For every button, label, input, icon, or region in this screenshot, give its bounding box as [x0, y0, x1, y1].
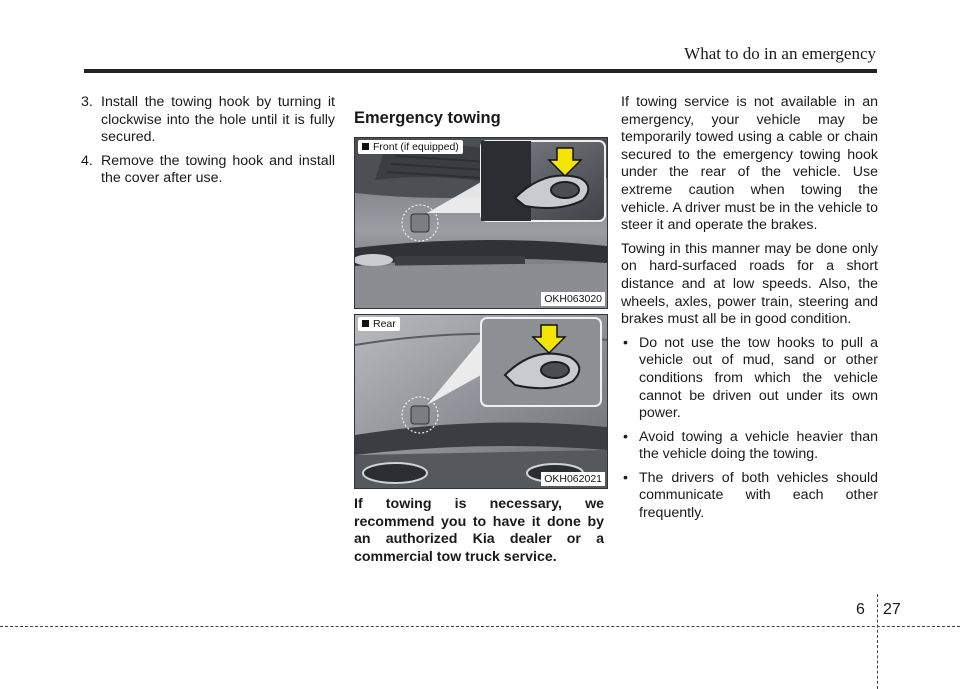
item-number: 3.	[81, 94, 93, 110]
page-number: 27	[883, 601, 901, 618]
front-tow-hook-figure	[354, 137, 608, 309]
figure-label	[358, 140, 463, 154]
bullet-dot-icon: •	[623, 428, 628, 445]
header-rule	[84, 69, 877, 73]
page-header-title: What to do in an emergency	[684, 44, 876, 63]
list-item	[81, 94, 335, 147]
bullet-square-icon	[362, 143, 369, 150]
rear-tow-hook-figure	[354, 314, 608, 489]
right-column	[621, 94, 878, 529]
figure-label-text: Front (if equipped)	[373, 141, 459, 153]
paragraph: Towing in this manner may be done only on hard-surfaced roads for a short distance and at low speeds. Also, the wheels, axles, power train, steering and brakes must all be in good condition.	[621, 240, 878, 328]
bullet-text: Do not use the tow hooks to pull a vehicle out of mud, sand or other conditions from which the vehicle cannot be driven out under its own power.	[639, 334, 878, 422]
section-heading: Emergency towing	[354, 109, 501, 127]
bullet-text: Avoid towing a vehicle heavier than the vehicle doing the towing.	[639, 428, 878, 463]
item-text: Remove the towing hook and install the cover after use.	[101, 152, 335, 187]
bullet-dot-icon: •	[623, 469, 628, 486]
chapter-number: 6	[856, 601, 865, 618]
item-text: Install the towing hook by turning it clockwise into the hole until it is fully secured.	[101, 94, 335, 146]
footer-rule	[0, 626, 960, 627]
list-item	[81, 153, 335, 188]
figure-code: OKH063020	[541, 292, 605, 306]
towing-recommendation: If towing is necessary, we recommend you to have it done by an authorized Kia dealer or a commercial tow truck service.	[354, 496, 604, 565]
bullet-item	[621, 470, 878, 523]
figure-label-text: Rear	[373, 318, 396, 330]
front-bumper-illustration	[355, 138, 607, 308]
bullet-item	[621, 335, 878, 423]
paragraph: If towing service is not available in an emergency, your vehicle may be temporarily towed using a cable or chain secured to the emergency towing hook under the rear of the vehicle. Use extreme caution when towing the vehicle. A driver must be in the vehicle to steer it and operate the brakes.	[621, 94, 878, 234]
footer-divider	[877, 594, 878, 689]
bullet-text: The drivers of both vehicles should communicate with each other frequently.	[639, 469, 878, 522]
bullet-item	[621, 429, 878, 464]
bullet-square-icon	[362, 320, 369, 327]
figure-code: OKH062021	[541, 472, 605, 486]
rear-bumper-illustration	[355, 315, 607, 488]
figure-label	[358, 317, 400, 331]
item-number: 4.	[81, 152, 93, 169]
left-column	[81, 94, 335, 194]
bullet-dot-icon: •	[623, 334, 628, 351]
